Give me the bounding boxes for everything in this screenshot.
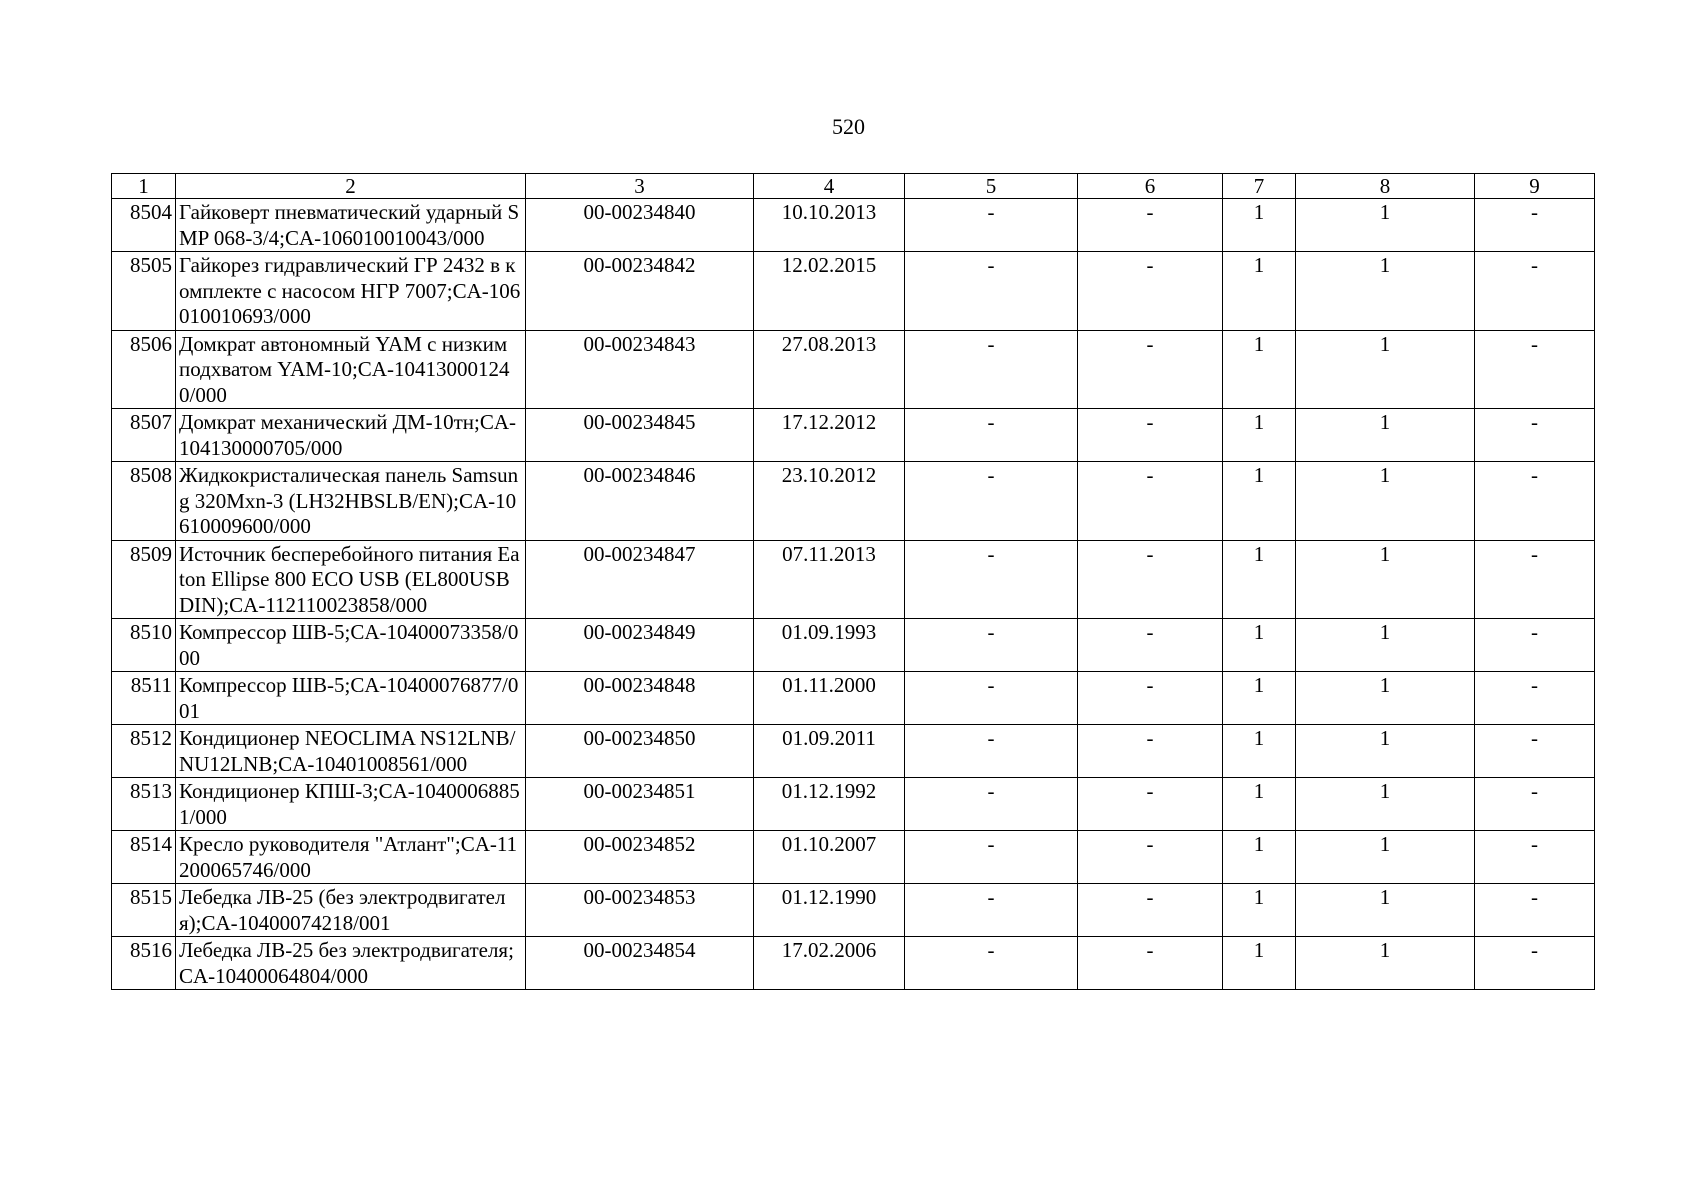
column-7-value: 1 bbox=[1223, 199, 1296, 252]
column-7-value: 1 bbox=[1223, 409, 1296, 462]
column-5-value: - bbox=[905, 725, 1078, 778]
column-6-value: - bbox=[1078, 831, 1223, 884]
column-7-value: 1 bbox=[1223, 884, 1296, 937]
acquisition-date: 17.12.2012 bbox=[754, 409, 905, 462]
column-6-value: - bbox=[1078, 462, 1223, 541]
column-6-value: - bbox=[1078, 619, 1223, 672]
table-row bbox=[112, 725, 1595, 778]
column-9-value: - bbox=[1475, 937, 1595, 990]
acquisition-date: 17.02.2006 bbox=[754, 937, 905, 990]
column-5-value: - bbox=[905, 409, 1078, 462]
row-number: 8515 bbox=[112, 884, 176, 937]
row-number: 8504 bbox=[112, 199, 176, 252]
column-5-value: - bbox=[905, 199, 1078, 252]
column-9-value: - bbox=[1475, 619, 1595, 672]
table-row bbox=[112, 199, 1595, 252]
column-6-value: - bbox=[1078, 540, 1223, 619]
inventory-code: 00-00234843 bbox=[526, 330, 754, 409]
acquisition-date: 10.10.2013 bbox=[754, 199, 905, 252]
column-7-value: 1 bbox=[1223, 672, 1296, 725]
inventory-code: 00-00234852 bbox=[526, 831, 754, 884]
column-8-value: 1 bbox=[1296, 672, 1475, 725]
column-8-value: 1 bbox=[1296, 462, 1475, 541]
column-8-value: 1 bbox=[1296, 725, 1475, 778]
column-5-value: - bbox=[905, 831, 1078, 884]
column-7-value: 1 bbox=[1223, 252, 1296, 331]
table-row bbox=[112, 672, 1595, 725]
column-6-value: - bbox=[1078, 252, 1223, 331]
column-7-value: 1 bbox=[1223, 330, 1296, 409]
column-header: 2 bbox=[176, 174, 526, 199]
inventory-code: 00-00234846 bbox=[526, 462, 754, 541]
row-number: 8512 bbox=[112, 725, 176, 778]
item-name: Домкрат механический ДМ-10тн;CA-104130000705/000 bbox=[176, 409, 526, 462]
column-8-value: 1 bbox=[1296, 619, 1475, 672]
column-8-value: 1 bbox=[1296, 199, 1475, 252]
column-6-value: - bbox=[1078, 199, 1223, 252]
registry-table bbox=[111, 173, 1595, 990]
inventory-code: 00-00234847 bbox=[526, 540, 754, 619]
item-name: Кресло руководителя "Атлант";CA-11200065746/000 bbox=[176, 831, 526, 884]
column-9-value: - bbox=[1475, 672, 1595, 725]
column-6-value: - bbox=[1078, 330, 1223, 409]
row-number: 8511 bbox=[112, 672, 176, 725]
column-header: 9 bbox=[1475, 174, 1595, 199]
row-number: 8505 bbox=[112, 252, 176, 331]
column-7-value: 1 bbox=[1223, 831, 1296, 884]
table-row bbox=[112, 330, 1595, 409]
column-7-value: 1 bbox=[1223, 462, 1296, 541]
column-8-value: 1 bbox=[1296, 831, 1475, 884]
acquisition-date: 01.09.2011 bbox=[754, 725, 905, 778]
column-7-value: 1 bbox=[1223, 937, 1296, 990]
acquisition-date: 01.11.2000 bbox=[754, 672, 905, 725]
acquisition-date: 01.12.1990 bbox=[754, 884, 905, 937]
acquisition-date: 12.02.2015 bbox=[754, 252, 905, 331]
column-6-value: - bbox=[1078, 778, 1223, 831]
column-5-value: - bbox=[905, 619, 1078, 672]
row-number: 8506 bbox=[112, 330, 176, 409]
inventory-code: 00-00234840 bbox=[526, 199, 754, 252]
inventory-code: 00-00234849 bbox=[526, 619, 754, 672]
table-row bbox=[112, 252, 1595, 331]
item-name: Компрессор ШВ-5;CA-10400076877/001 bbox=[176, 672, 526, 725]
column-header: 6 bbox=[1078, 174, 1223, 199]
item-name: Компрессор ШВ-5;CA-10400073358/000 bbox=[176, 619, 526, 672]
item-name: Гайкорез гидравлический ГР 2432 в комплекте с насосом НГР 7007;CA-106010010693/000 bbox=[176, 252, 526, 331]
column-9-value: - bbox=[1475, 462, 1595, 541]
item-name: Кондиционер КПШ-3;CA-10400068851/000 bbox=[176, 778, 526, 831]
acquisition-date: 01.12.1992 bbox=[754, 778, 905, 831]
column-5-value: - bbox=[905, 462, 1078, 541]
column-header: 1 bbox=[112, 174, 176, 199]
column-5-value: - bbox=[905, 252, 1078, 331]
column-header: 4 bbox=[754, 174, 905, 199]
item-name: Кондиционер NEOCLIMA NS12LNB/NU12LNB;CA-10401008561/000 bbox=[176, 725, 526, 778]
acquisition-date: 27.08.2013 bbox=[754, 330, 905, 409]
column-8-value: 1 bbox=[1296, 937, 1475, 990]
column-5-value: - bbox=[905, 884, 1078, 937]
column-9-value: - bbox=[1475, 252, 1595, 331]
column-5-value: - bbox=[905, 778, 1078, 831]
column-6-value: - bbox=[1078, 725, 1223, 778]
inventory-code: 00-00234850 bbox=[526, 725, 754, 778]
column-9-value: - bbox=[1475, 778, 1595, 831]
table-row bbox=[112, 831, 1595, 884]
column-8-value: 1 bbox=[1296, 778, 1475, 831]
column-9-value: - bbox=[1475, 884, 1595, 937]
acquisition-date: 01.09.1993 bbox=[754, 619, 905, 672]
column-7-value: 1 bbox=[1223, 540, 1296, 619]
column-5-value: - bbox=[905, 937, 1078, 990]
row-number: 8516 bbox=[112, 937, 176, 990]
column-5-value: - bbox=[905, 672, 1078, 725]
column-header: 7 bbox=[1223, 174, 1296, 199]
column-8-value: 1 bbox=[1296, 330, 1475, 409]
column-8-value: 1 bbox=[1296, 884, 1475, 937]
column-8-value: 1 bbox=[1296, 409, 1475, 462]
column-header: 5 bbox=[905, 174, 1078, 199]
table-row bbox=[112, 462, 1595, 541]
column-5-value: - bbox=[905, 330, 1078, 409]
column-9-value: - bbox=[1475, 199, 1595, 252]
row-number: 8508 bbox=[112, 462, 176, 541]
inventory-code: 00-00234851 bbox=[526, 778, 754, 831]
item-name: Лебедка ЛВ-25 (без электродвигателя);CA-10400074218/001 bbox=[176, 884, 526, 937]
column-9-value: - bbox=[1475, 725, 1595, 778]
table-row bbox=[112, 937, 1595, 990]
table-row bbox=[112, 778, 1595, 831]
acquisition-date: 23.10.2012 bbox=[754, 462, 905, 541]
inventory-code: 00-00234845 bbox=[526, 409, 754, 462]
column-9-value: - bbox=[1475, 831, 1595, 884]
row-number: 8507 bbox=[112, 409, 176, 462]
column-6-value: - bbox=[1078, 672, 1223, 725]
table-row bbox=[112, 540, 1595, 619]
acquisition-date: 01.10.2007 bbox=[754, 831, 905, 884]
inventory-code: 00-00234853 bbox=[526, 884, 754, 937]
table-row bbox=[112, 884, 1595, 937]
column-7-value: 1 bbox=[1223, 725, 1296, 778]
column-number-row bbox=[112, 174, 1595, 199]
inventory-code: 00-00234854 bbox=[526, 937, 754, 990]
item-name: Жидкокристалическая панель Samsung 320Mxn-3 (LH32HBSLB/EN);CA-10610009600/000 bbox=[176, 462, 526, 541]
row-number: 8514 bbox=[112, 831, 176, 884]
column-9-value: - bbox=[1475, 540, 1595, 619]
table-row bbox=[112, 409, 1595, 462]
inventory-code: 00-00234848 bbox=[526, 672, 754, 725]
column-header: 8 bbox=[1296, 174, 1475, 199]
page-number: 520 bbox=[832, 114, 865, 139]
column-8-value: 1 bbox=[1296, 252, 1475, 331]
column-6-value: - bbox=[1078, 409, 1223, 462]
inventory-code: 00-00234842 bbox=[526, 252, 754, 331]
column-9-value: - bbox=[1475, 409, 1595, 462]
item-name: Домкрат автономный YAM с низким подхватом YAM-10;CA-104130001240/000 bbox=[176, 330, 526, 409]
column-7-value: 1 bbox=[1223, 778, 1296, 831]
item-name: Лебедка ЛВ-25 без электродвигателя;CA-10400064804/000 bbox=[176, 937, 526, 990]
column-8-value: 1 bbox=[1296, 540, 1475, 619]
row-number: 8513 bbox=[112, 778, 176, 831]
column-6-value: - bbox=[1078, 884, 1223, 937]
column-6-value: - bbox=[1078, 937, 1223, 990]
column-5-value: - bbox=[905, 540, 1078, 619]
row-number: 8510 bbox=[112, 619, 176, 672]
column-7-value: 1 bbox=[1223, 619, 1296, 672]
item-name: Гайковерт пневматический ударный SMP 068-3/4;CA-106010010043/000 bbox=[176, 199, 526, 252]
column-header: 3 bbox=[526, 174, 754, 199]
row-number: 8509 bbox=[112, 540, 176, 619]
table-row bbox=[112, 619, 1595, 672]
column-9-value: - bbox=[1475, 330, 1595, 409]
acquisition-date: 07.11.2013 bbox=[754, 540, 905, 619]
item-name: Источник бесперебойного питания Eaton Ellipse 800 ECO USB (EL800USBDIN);CA-112110023858/000 bbox=[176, 540, 526, 619]
